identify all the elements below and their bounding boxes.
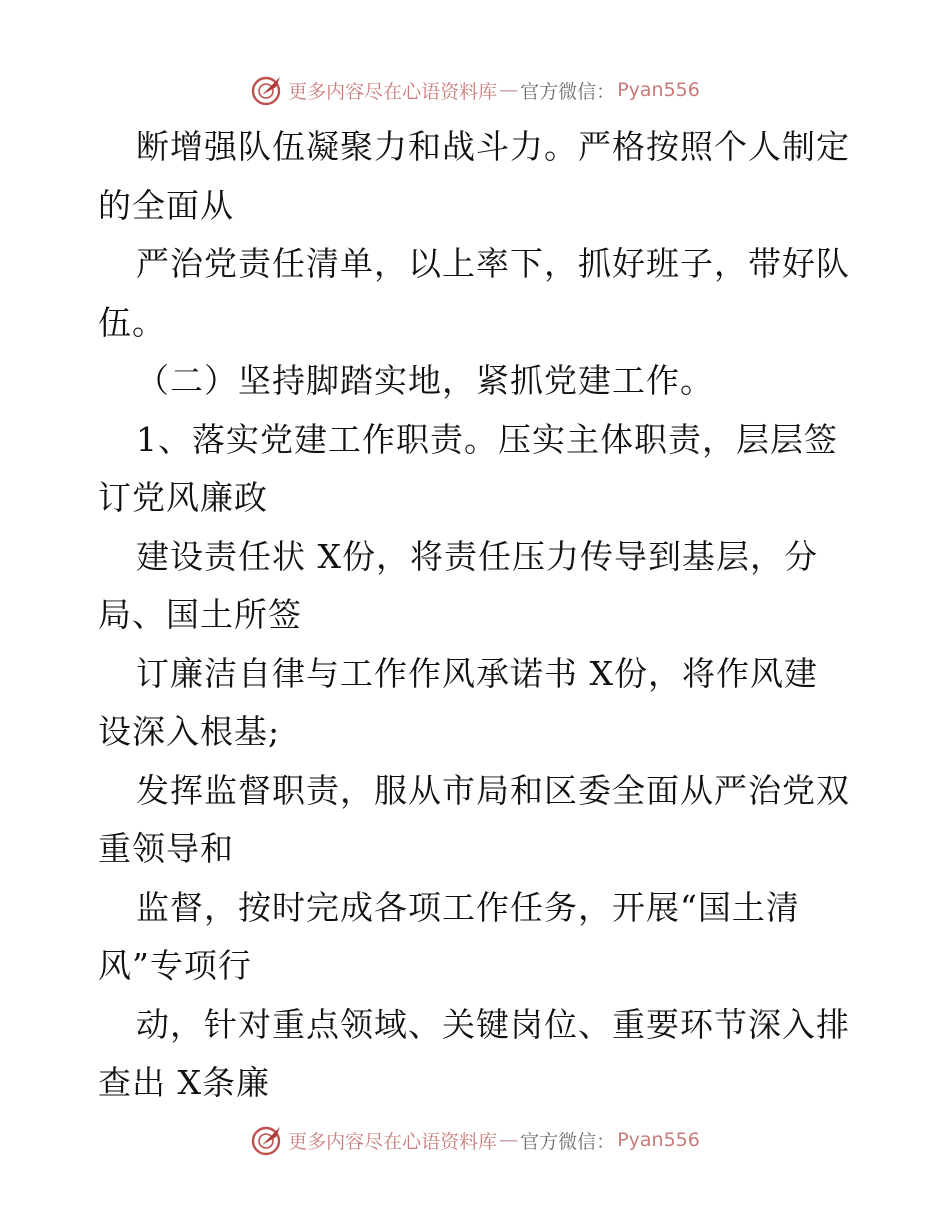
text-line: 订廉洁自律与工作作风承诺书 X份，将作风建 [136,653,818,693]
quill-seal-icon [250,1123,284,1157]
watermark-dash: — [499,1129,519,1151]
watermark-wechat-label: 官方微信： [520,1130,616,1153]
watermark-wechat-id: Pyan556 [617,79,700,101]
text-line: （二）坚持脚踏实地，紧抓党建工作。 [136,361,714,400]
text-line: 的全面从 [98,185,234,225]
text-line: 动，针对重点领域、关键岗位、重要环节深入排 [136,1004,850,1044]
watermark-text: 更多内容尽在心语资料库 [288,1130,498,1153]
text-line: 发挥监督职责，服从市局和区委全面从严治党双 [136,770,850,810]
watermark-banner-top [0,70,950,110]
text-line: 查出 X条廉 [98,1063,270,1102]
text-line: 断增强队伍凝聚力和战斗力。严格按照个人制定 [136,127,850,166]
text-line: 设深入根基; [98,712,281,751]
text-line: 重领导和 [98,829,234,868]
watermark-wechat-label: 官方微信： [520,80,616,103]
text-line: 局、国土所签 [98,595,302,634]
watermark-banner-bottom [0,1120,950,1160]
text-line: 严治党责任清单，以上率下，抓好班子，带好队 [136,244,850,283]
text-line: 订党风廉政 [98,478,268,517]
text-line: 1、落实党建工作职责。压实主体职责，层层签 [136,419,838,459]
text-line: 伍。 [98,302,166,342]
text-line: 建设责任状 X份，将责任压力传导到基层，分 [136,536,818,576]
watermark-dash: — [499,79,519,101]
document-body [98,118,858,1113]
watermark-wechat-id: Pyan556 [617,1129,700,1151]
text-line: 监督，按时完成各项工作任务，开展“国土清 [136,887,800,927]
watermark-text: 更多内容尽在心语资料库 [288,80,498,103]
quill-seal-icon [250,73,284,107]
text-line: 风”专项行 [98,946,252,985]
